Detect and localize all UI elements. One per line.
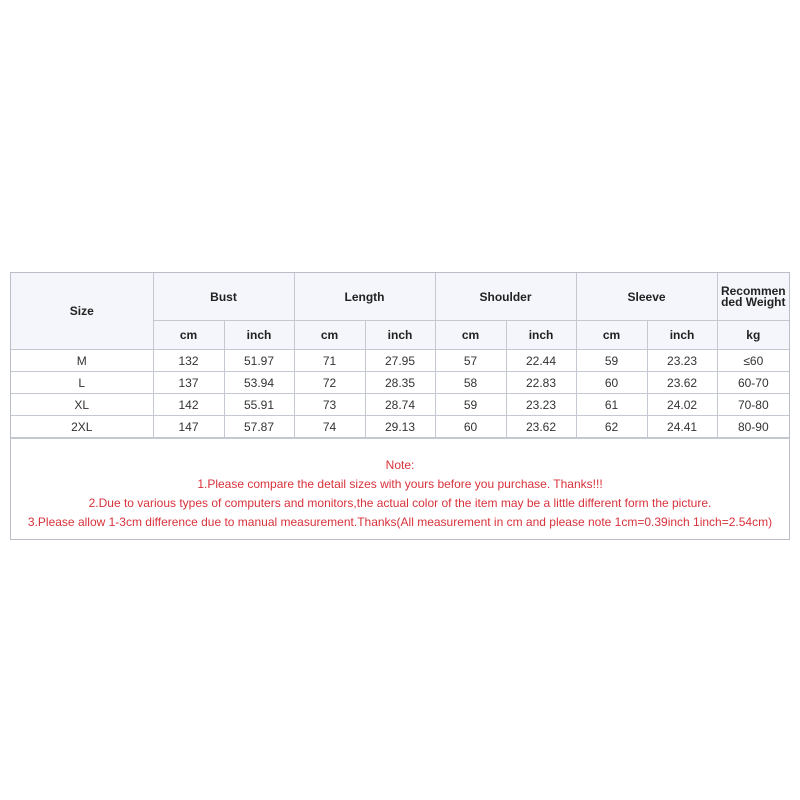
unit-header: inch: [506, 321, 576, 350]
table-cell: 132: [153, 350, 224, 372]
table-cell: 29.13: [365, 416, 435, 438]
table-cell: 51.97: [224, 350, 294, 372]
table-row: [11, 350, 789, 372]
table-cell: 28.74: [365, 394, 435, 416]
header-sleeve: Sleeve: [576, 273, 717, 321]
note-line: 3.Please allow 1-3cm difference due to manual measurement.Thanks(All measurement in cm and please note 1cm=0.39inch 1inch=2.54cm): [27, 515, 773, 529]
table-cell: 55.91: [224, 394, 294, 416]
size-cell: L: [11, 372, 153, 394]
weight-cell: 60-70: [717, 372, 789, 394]
weight-cell: 70-80: [717, 394, 789, 416]
unit-header: cm: [576, 321, 647, 350]
size-cell: 2XL: [11, 416, 153, 438]
notes-section: [11, 438, 789, 539]
unit-header: inch: [647, 321, 717, 350]
table-cell: 24.02: [647, 394, 717, 416]
table-cell: 22.44: [506, 350, 576, 372]
unit-header: cm: [153, 321, 224, 350]
notes-title: Note:: [385, 458, 415, 472]
unit-header: inch: [224, 321, 294, 350]
table-cell: 61: [576, 394, 647, 416]
table-cell: 23.62: [647, 372, 717, 394]
table-cell: 24.41: [647, 416, 717, 438]
table-cell: 27.95: [365, 350, 435, 372]
table-row: [11, 394, 789, 416]
unit-header-kg: kg: [717, 321, 789, 350]
table-cell: 137: [153, 372, 224, 394]
unit-header: inch: [365, 321, 435, 350]
table-cell: 60: [576, 372, 647, 394]
note-line: 1.Please compare the detail sizes with yours before you purchase. Thanks!!!: [197, 477, 603, 491]
table-cell: 142: [153, 394, 224, 416]
unit-header: cm: [435, 321, 506, 350]
table-cell: 23.23: [647, 350, 717, 372]
table-cell: 23.62: [506, 416, 576, 438]
table-cell: 147: [153, 416, 224, 438]
header-shoulder: Shoulder: [435, 273, 576, 321]
table-cell: 71: [294, 350, 365, 372]
weight-cell: ≤60: [717, 350, 789, 372]
table-cell: 60: [435, 416, 506, 438]
table-cell: 57: [435, 350, 506, 372]
size-cell: M: [11, 350, 153, 372]
unit-header: cm: [294, 321, 365, 350]
table-cell: 72: [294, 372, 365, 394]
note-line: 2.Due to various types of computers and monitors,the actual color of the item may be a little different form the picture.: [88, 496, 712, 510]
table-row: [11, 416, 789, 438]
header-size: Size: [11, 273, 153, 350]
header-recommended-weight: Recommended Weight: [717, 273, 789, 321]
table-cell: 73: [294, 394, 365, 416]
header-bust: Bust: [153, 273, 294, 321]
table-cell: 59: [435, 394, 506, 416]
header-length: Length: [294, 273, 435, 321]
table-cell: 74: [294, 416, 365, 438]
size-table: [11, 273, 789, 438]
table-row: [11, 372, 789, 394]
table-cell: 23.23: [506, 394, 576, 416]
table-cell: 59: [576, 350, 647, 372]
size-chart: [10, 272, 790, 540]
table-cell: 62: [576, 416, 647, 438]
weight-cell: 80-90: [717, 416, 789, 438]
table-cell: 57.87: [224, 416, 294, 438]
table-cell: 22.83: [506, 372, 576, 394]
table-cell: 53.94: [224, 372, 294, 394]
size-cell: XL: [11, 394, 153, 416]
table-cell: 58: [435, 372, 506, 394]
table-cell: 28.35: [365, 372, 435, 394]
